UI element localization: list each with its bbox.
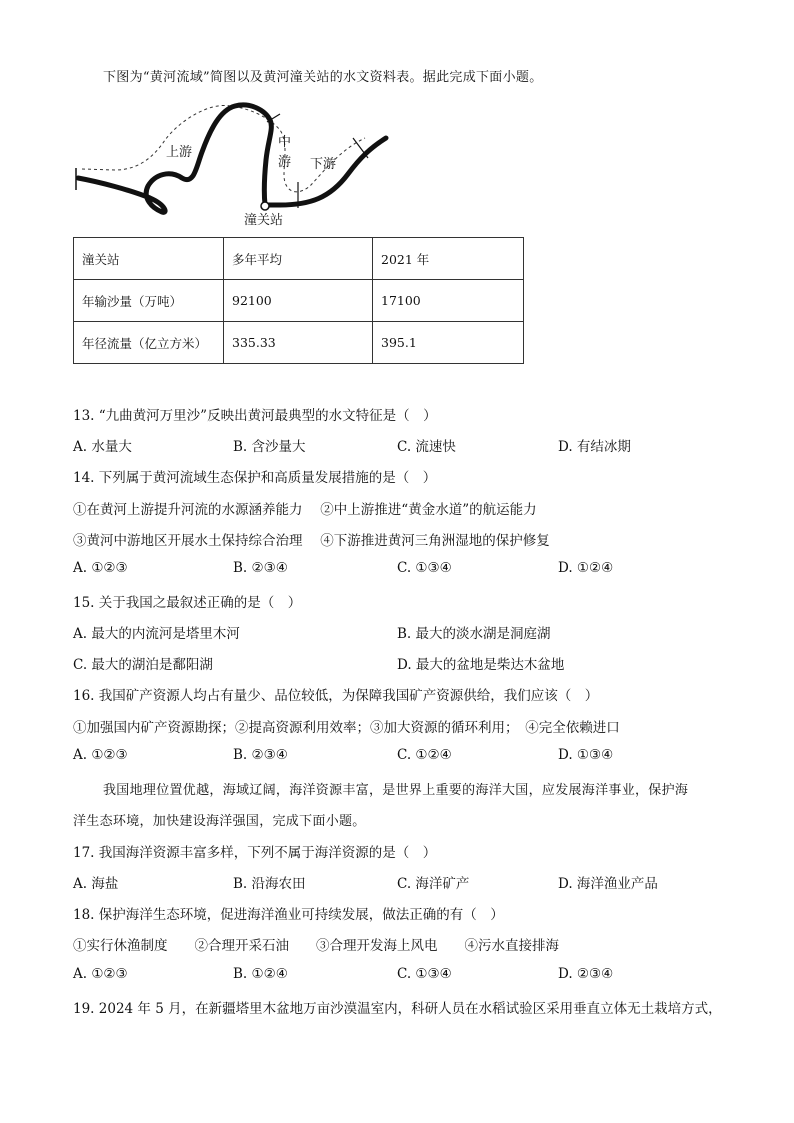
question-17-stem: 17. 我国海洋资源丰富多样，下列不属于海洋资源的是（ ）	[73, 845, 437, 861]
option-d[interactable]: D. ①③④	[558, 747, 614, 763]
option-c[interactable]: C. ①③④	[397, 560, 452, 576]
option-d[interactable]: D. 海洋渔业产品	[558, 876, 658, 892]
option-a[interactable]: A. 海盐	[73, 876, 119, 892]
question-18-line-1: ①实行休渔制度 ②合理开采石油 ③合理开发海上风电 ④污水直接排海	[73, 938, 559, 954]
option-a[interactable]: A. ①②③	[73, 747, 128, 763]
table-cell: 年输沙量（万吨）	[74, 280, 224, 322]
label-middle-2: 游	[278, 155, 292, 170]
table-header: 2021 年	[373, 238, 524, 280]
label-upper: 上游	[166, 145, 193, 160]
label-lower: 下游	[310, 157, 337, 172]
option-c[interactable]: C. 最大的湖泊是鄱阳湖	[73, 657, 213, 673]
question-16-stem: 16. 我国矿产资源人均占有量少、品位较低，为保障我国矿产资源供给，我们应该（ ）	[73, 688, 599, 704]
option-a[interactable]: A. ①②③	[73, 560, 128, 576]
intro-text: 下图为“黄河流域”简图以及黄河潼关站的水文资料表。据此完成下面小题。	[103, 70, 543, 85]
label-station: 潼关站	[244, 213, 284, 228]
question-14-line-2: ③黄河中游地区开展水土保持综合治理 ④下游推进黄河三角洲湿地的保护修复	[73, 533, 550, 549]
question-16-line-1: ①加强国内矿产资源勘探；②提高资源利用效率；③加大资源的循环利用； ④完全依赖进口	[73, 720, 620, 736]
table-cell: 17100	[373, 280, 524, 322]
option-d[interactable]: D. 有结冰期	[558, 439, 631, 455]
table-row	[74, 280, 524, 322]
option-c[interactable]: C. 流速快	[397, 439, 456, 455]
option-b[interactable]: B. 沿海农田	[233, 876, 306, 892]
question-14-line-1: ①在黄河上游提升河流的水源涵养能力 ②中上游推进“黄金水道”的航运能力	[73, 502, 537, 518]
table-cell: 395.1	[373, 322, 524, 364]
question-15-stem: 15. 关于我国之最叙述正确的是（ ）	[73, 595, 302, 611]
option-d[interactable]: D. ①②④	[558, 560, 614, 576]
intro2-line-2: 洋生态环境，加快建设海洋强国，完成下面小题。	[73, 814, 366, 829]
option-b[interactable]: B. ②③④	[233, 560, 288, 576]
yellow-river-map	[70, 90, 390, 240]
option-c[interactable]: C. ①③④	[397, 966, 452, 982]
question-19-stem: 19. 2024 年 5 月，在新疆塔里木盆地万亩沙漠温室内，科研人员在水稻试验区采用垂直立体无土栽培方式，	[73, 1001, 722, 1017]
question-18-stem: 18. 保护海洋生态环境，促进海洋渔业可持续发展，做法正确的有（ ）	[73, 907, 504, 923]
table-cell: 92100	[224, 280, 373, 322]
option-b[interactable]: B. 含沙量大	[233, 439, 306, 455]
basin-boundary	[82, 105, 365, 191]
station-marker	[261, 202, 269, 210]
option-a[interactable]: A. 最大的内流河是塔里木河	[73, 626, 240, 642]
intro2-line-1: 我国地理位置优越，海域辽阔，海洋资源丰富，是世界上重要的海洋大国，应发展海洋事业，保护海	[103, 783, 689, 798]
question-13-stem: 13. “九曲黄河万里沙”反映出黄河最典型的水文特征是（ ）	[73, 408, 437, 424]
question-14-stem: 14. 下列属于黄河流域生态保护和高质量发展措施的是（ ）	[73, 470, 437, 486]
option-b[interactable]: B. 最大的淡水湖是洞庭湖	[397, 626, 551, 642]
table-cell: 335.33	[224, 322, 373, 364]
table-cell: 年径流量（亿立方米）	[74, 322, 224, 364]
table-header: 潼关站	[74, 238, 224, 280]
option-b[interactable]: B. ①②④	[233, 966, 288, 982]
table-header-row	[74, 238, 524, 280]
table-row	[74, 322, 524, 364]
table-header: 多年平均	[224, 238, 373, 280]
hydro-table	[73, 237, 524, 364]
option-c[interactable]: C. 海洋矿产	[397, 876, 470, 892]
option-a[interactable]: A. ①②③	[73, 966, 128, 982]
option-a[interactable]: A. 水量大	[73, 439, 132, 455]
option-c[interactable]: C. ①②④	[397, 747, 452, 763]
option-b[interactable]: B. ②③④	[233, 747, 288, 763]
option-d[interactable]: D. 最大的盆地是柴达木盆地	[397, 657, 565, 673]
river-course	[78, 105, 386, 212]
label-middle-1: 中	[278, 135, 292, 150]
option-d[interactable]: D. ②③④	[558, 966, 614, 982]
